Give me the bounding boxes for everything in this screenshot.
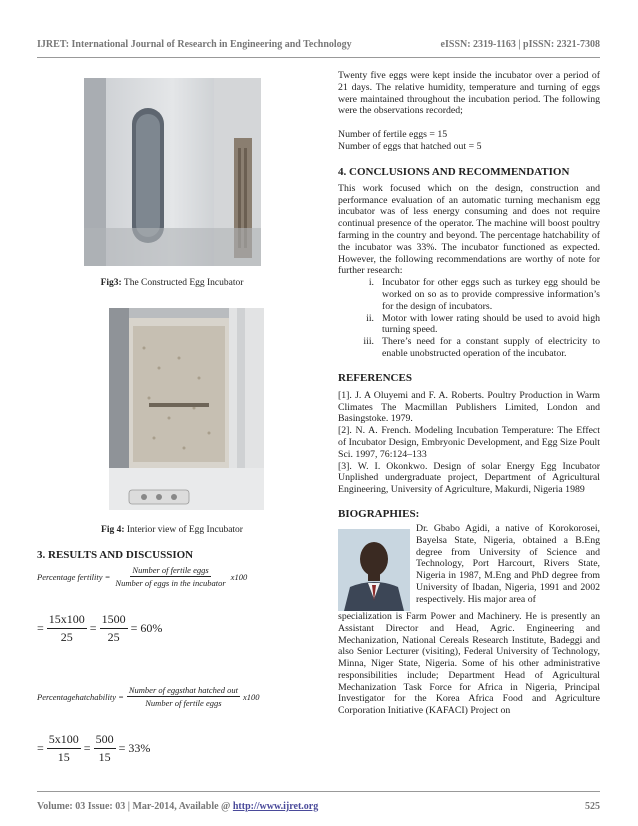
biography-block (338, 523, 600, 717)
references-heading: REFERENCES (338, 371, 412, 384)
hatch-eq-mid: = (83, 741, 91, 755)
fertility-lhs: Percentage fertility = (37, 571, 111, 582)
fertility-fraction (113, 565, 227, 588)
conclusions-heading: 4. CONCLUSIONS AND RECOMMENDATION (338, 165, 570, 178)
item-number: i. (368, 277, 374, 289)
header-rule (37, 57, 600, 58)
fig4-caption-text: Interior view of Egg Incubator (124, 525, 243, 535)
hatch-frac-2 (94, 732, 116, 765)
fig3-caption-text: The Constructed Egg Incubator (121, 278, 244, 288)
journal-title: IJRET: International Journal of Research in Engineering and Technology (37, 39, 352, 50)
fig3-label: Fig3: (100, 278, 122, 288)
hatch-times: x100 (242, 691, 260, 702)
issn: eISSN: 2319-1163 | pISSN: 2321-7308 (440, 39, 600, 50)
reference-3: [3]. W. I. Okonkwo. Design of solar Energy Egg Incubator Unplished undergraduate project, Department of Agricultural Engineering, University of Agriculture, Makurdi, Nigeria 1989 (338, 460, 600, 496)
reference-1: [1]. J. A Oluyemi and F. A. Roberts. Poultry Production in Warm Climates The Macmillan Publishers Limited, London and Basingstoke. 1979. (338, 389, 600, 425)
fertility-times: x100 (230, 571, 248, 582)
right-column (338, 70, 600, 717)
page-number: 525 (585, 801, 600, 812)
fert-frac-1-den: 25 (60, 630, 73, 644)
hatchability-calculation (37, 732, 150, 765)
fig4-caption (37, 525, 307, 535)
list-item (338, 313, 600, 337)
fig3-caption (37, 278, 307, 288)
running-header (37, 39, 600, 50)
hatch-frac-1 (47, 732, 81, 765)
hatch-fraction (127, 685, 240, 708)
fert-frac-2-num: 1500 (100, 612, 128, 629)
item-text: There’s need for a constant supply of electricity to enable unobstructed operation of the incubator. (382, 336, 600, 359)
reference-2: [2]. N. A. French. Modeling Incubation Temperature: The Effect of Incubator Design, Embryonic Development, and Egg Size Poult Sci. 1997, 76:124–133 (338, 425, 600, 460)
hatch-numerator: Number of eggsthat hatched out (128, 685, 238, 695)
footer-rule (37, 791, 600, 792)
hatch-frac-2-num: 500 (94, 732, 116, 749)
volume-text: Volume: 03 Issue: 03 | Mar-2014, Available @ (37, 801, 233, 812)
bio-text-wrapped: Dr. Gbabo Agidi, a native of Korokorosei, Bayelsa State, Nigeria, obtained a B.Eng degree from University of Science and Technology, Port Harcourt, Rivers State, Nigeria in 1987, M.Eng and PhD degree from University of Ibadan, Nigeria, 1991 and 2002 respectively. His major area of (416, 522, 600, 605)
hatched-eggs-line: Number of eggs that hatched out = 5 (338, 140, 482, 152)
hatchability-formula (37, 685, 259, 708)
fertility-numerator: Number of fertile eggs (132, 565, 209, 575)
hatch-denominator: Number of fertile eggs (145, 698, 222, 708)
item-number: ii. (366, 312, 374, 324)
hatch-frac-1-den: 15 (57, 750, 70, 764)
journal-url-link[interactable]: http://www.ijret.org (232, 801, 319, 812)
recommendations-list (338, 277, 600, 360)
fert-eq-mid: = (89, 621, 97, 635)
fig4-label: Fig 4: (101, 525, 125, 535)
author-portrait (338, 529, 410, 611)
fert-frac-1 (47, 612, 87, 645)
fert-frac-2-den: 25 (107, 630, 120, 644)
results-heading: 3. RESULTS AND DISCUSSION (37, 549, 194, 561)
fertility-calculation (37, 612, 162, 645)
fertility-formula (37, 565, 247, 588)
list-item (338, 336, 600, 360)
item-text: Motor with lower rating should be used to avoid high turning speed. (382, 312, 600, 336)
fert-frac-1-num: 15x100 (47, 612, 87, 629)
hatch-eq-prefix: = (37, 741, 44, 755)
fert-frac-2 (100, 612, 128, 645)
fig3-incubator-photo (84, 78, 261, 266)
biographies-heading: BIOGRAPHIES: (338, 507, 420, 520)
hatch-lhs: Percentagehatchability = (37, 691, 124, 702)
item-text: Incubator for other eggs such as turkey egg should be worked on so as to provide compressive information’s for the design of incubators. (382, 277, 600, 312)
list-item (338, 277, 600, 312)
fert-result: = 60% (130, 621, 163, 635)
volume-info (37, 801, 318, 812)
fertility-denominator: Number of eggs in the incubator (115, 578, 226, 588)
results-intro: Twenty five eggs were kept inside the incubator over a period of 21 days. The relative humidity, temperature and turning of eggs were maintained throughout the incubation period. The following were the observations recorded; (338, 70, 600, 117)
fig4-interior-photo (109, 308, 264, 510)
hatch-frac-2-den: 15 (98, 750, 111, 764)
hatch-result: = 33% (118, 741, 151, 755)
hatch-frac-1-num: 5x100 (47, 732, 81, 749)
conclusions-text: This work focused which on the design, construction and performance evaluation of an automatic turning mechanism egg incubator was of less energy consuming and does not require continual presence of the operator. The machine will boost poultry farming in the country and beyond. The percentage hatchability of the incubator was 33%. The incubator functioned as expected. However, the following recommendations are worthy of note for further research: (338, 182, 600, 277)
fertile-eggs-line: Number of fertile eggs = 15 (338, 129, 448, 141)
running-footer (37, 801, 600, 812)
item-number: iii. (363, 336, 374, 348)
fert-eq-prefix: = (37, 621, 44, 635)
bio-text-full: specialization is Farm Power and Machinery. He is presently an Assistant Director and Head, Agric. Engineering and Mechanization, National Cereals Research Institute, Badeggi and also Senior Lecturer (visiting), Federal University of Technology, Minna, Niger State, Nigeria. Some of his other administrative responsibilities include; Department Head of Agricultural Mechanization Task Force for Africa in Nigeria, Principal Investigator for the Korea Africa Food and Agriculture Corporation Initiative (KAFACI) Project on (338, 610, 600, 717)
